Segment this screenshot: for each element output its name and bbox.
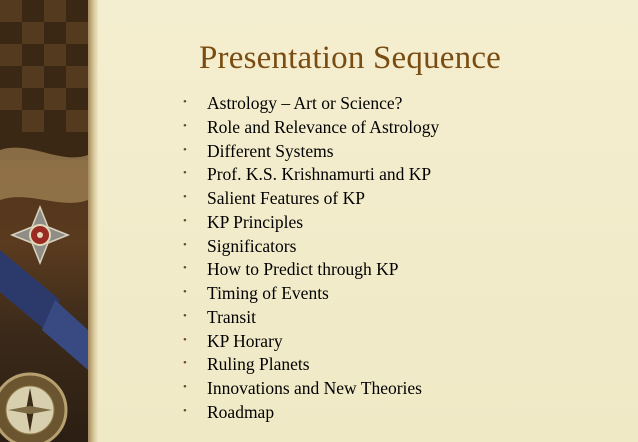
list-item-text: Different Systems: [207, 140, 334, 161]
bullet-icon: •: [183, 214, 187, 227]
list-item-text: Innovations and New Theories: [207, 378, 422, 398]
list-item: [183, 92, 439, 116]
decorative-collage-image: [0, 0, 98, 442]
list-item-text: Salient Features of KP: [207, 188, 365, 208]
collage-artwork: [0, 0, 88, 442]
bullet-icon: •: [183, 357, 187, 370]
list-item: [183, 353, 439, 377]
list-item-text: KP Principles: [207, 211, 304, 232]
bullet-icon: •: [183, 96, 187, 108]
list-item: [183, 187, 439, 211]
list-item-text: Prof. K.S. Krishnamurti and KP: [207, 164, 432, 185]
list-item-text: Transit: [207, 306, 256, 327]
list-item-text: Roadmap: [207, 401, 275, 422]
list-item: [183, 401, 439, 425]
bullet-icon: •: [183, 167, 187, 180]
slide-title: Presentation Sequence: [199, 40, 502, 76]
list-item: [183, 282, 439, 306]
list-item: [183, 235, 439, 259]
collage-edge: [88, 0, 98, 442]
list-item-text: Ruling Planets: [207, 354, 310, 375]
list-item: [183, 306, 439, 330]
bullet-icon: •: [183, 238, 187, 251]
list-item: [183, 330, 439, 354]
bullet-icon: •: [183, 333, 187, 346]
list-item-text: Role and Relevance of Astrology: [207, 116, 440, 137]
bullet-icon: •: [183, 191, 187, 203]
bullet-icon: •: [183, 262, 187, 275]
list-item: [183, 258, 439, 282]
list-item-text: Significators: [207, 235, 297, 256]
list-item: [183, 140, 439, 164]
list-item-text: Astrology – Art or Science?: [207, 93, 403, 113]
list-item: [183, 116, 439, 140]
list-item-text: KP Horary: [207, 330, 283, 351]
bullet-icon: •: [183, 143, 187, 156]
list-item-text: How to Predict through KP: [207, 259, 399, 280]
bullet-icon: •: [183, 381, 187, 393]
bullet-icon: •: [183, 119, 187, 132]
bullet-icon: •: [183, 286, 187, 298]
agenda-list: [183, 92, 439, 425]
list-item: [183, 163, 439, 187]
bullet-icon: •: [183, 309, 187, 322]
bullet-icon: •: [183, 404, 187, 417]
list-item: [183, 377, 439, 401]
list-item: [183, 211, 439, 235]
list-item-text: Timing of Events: [207, 283, 329, 303]
